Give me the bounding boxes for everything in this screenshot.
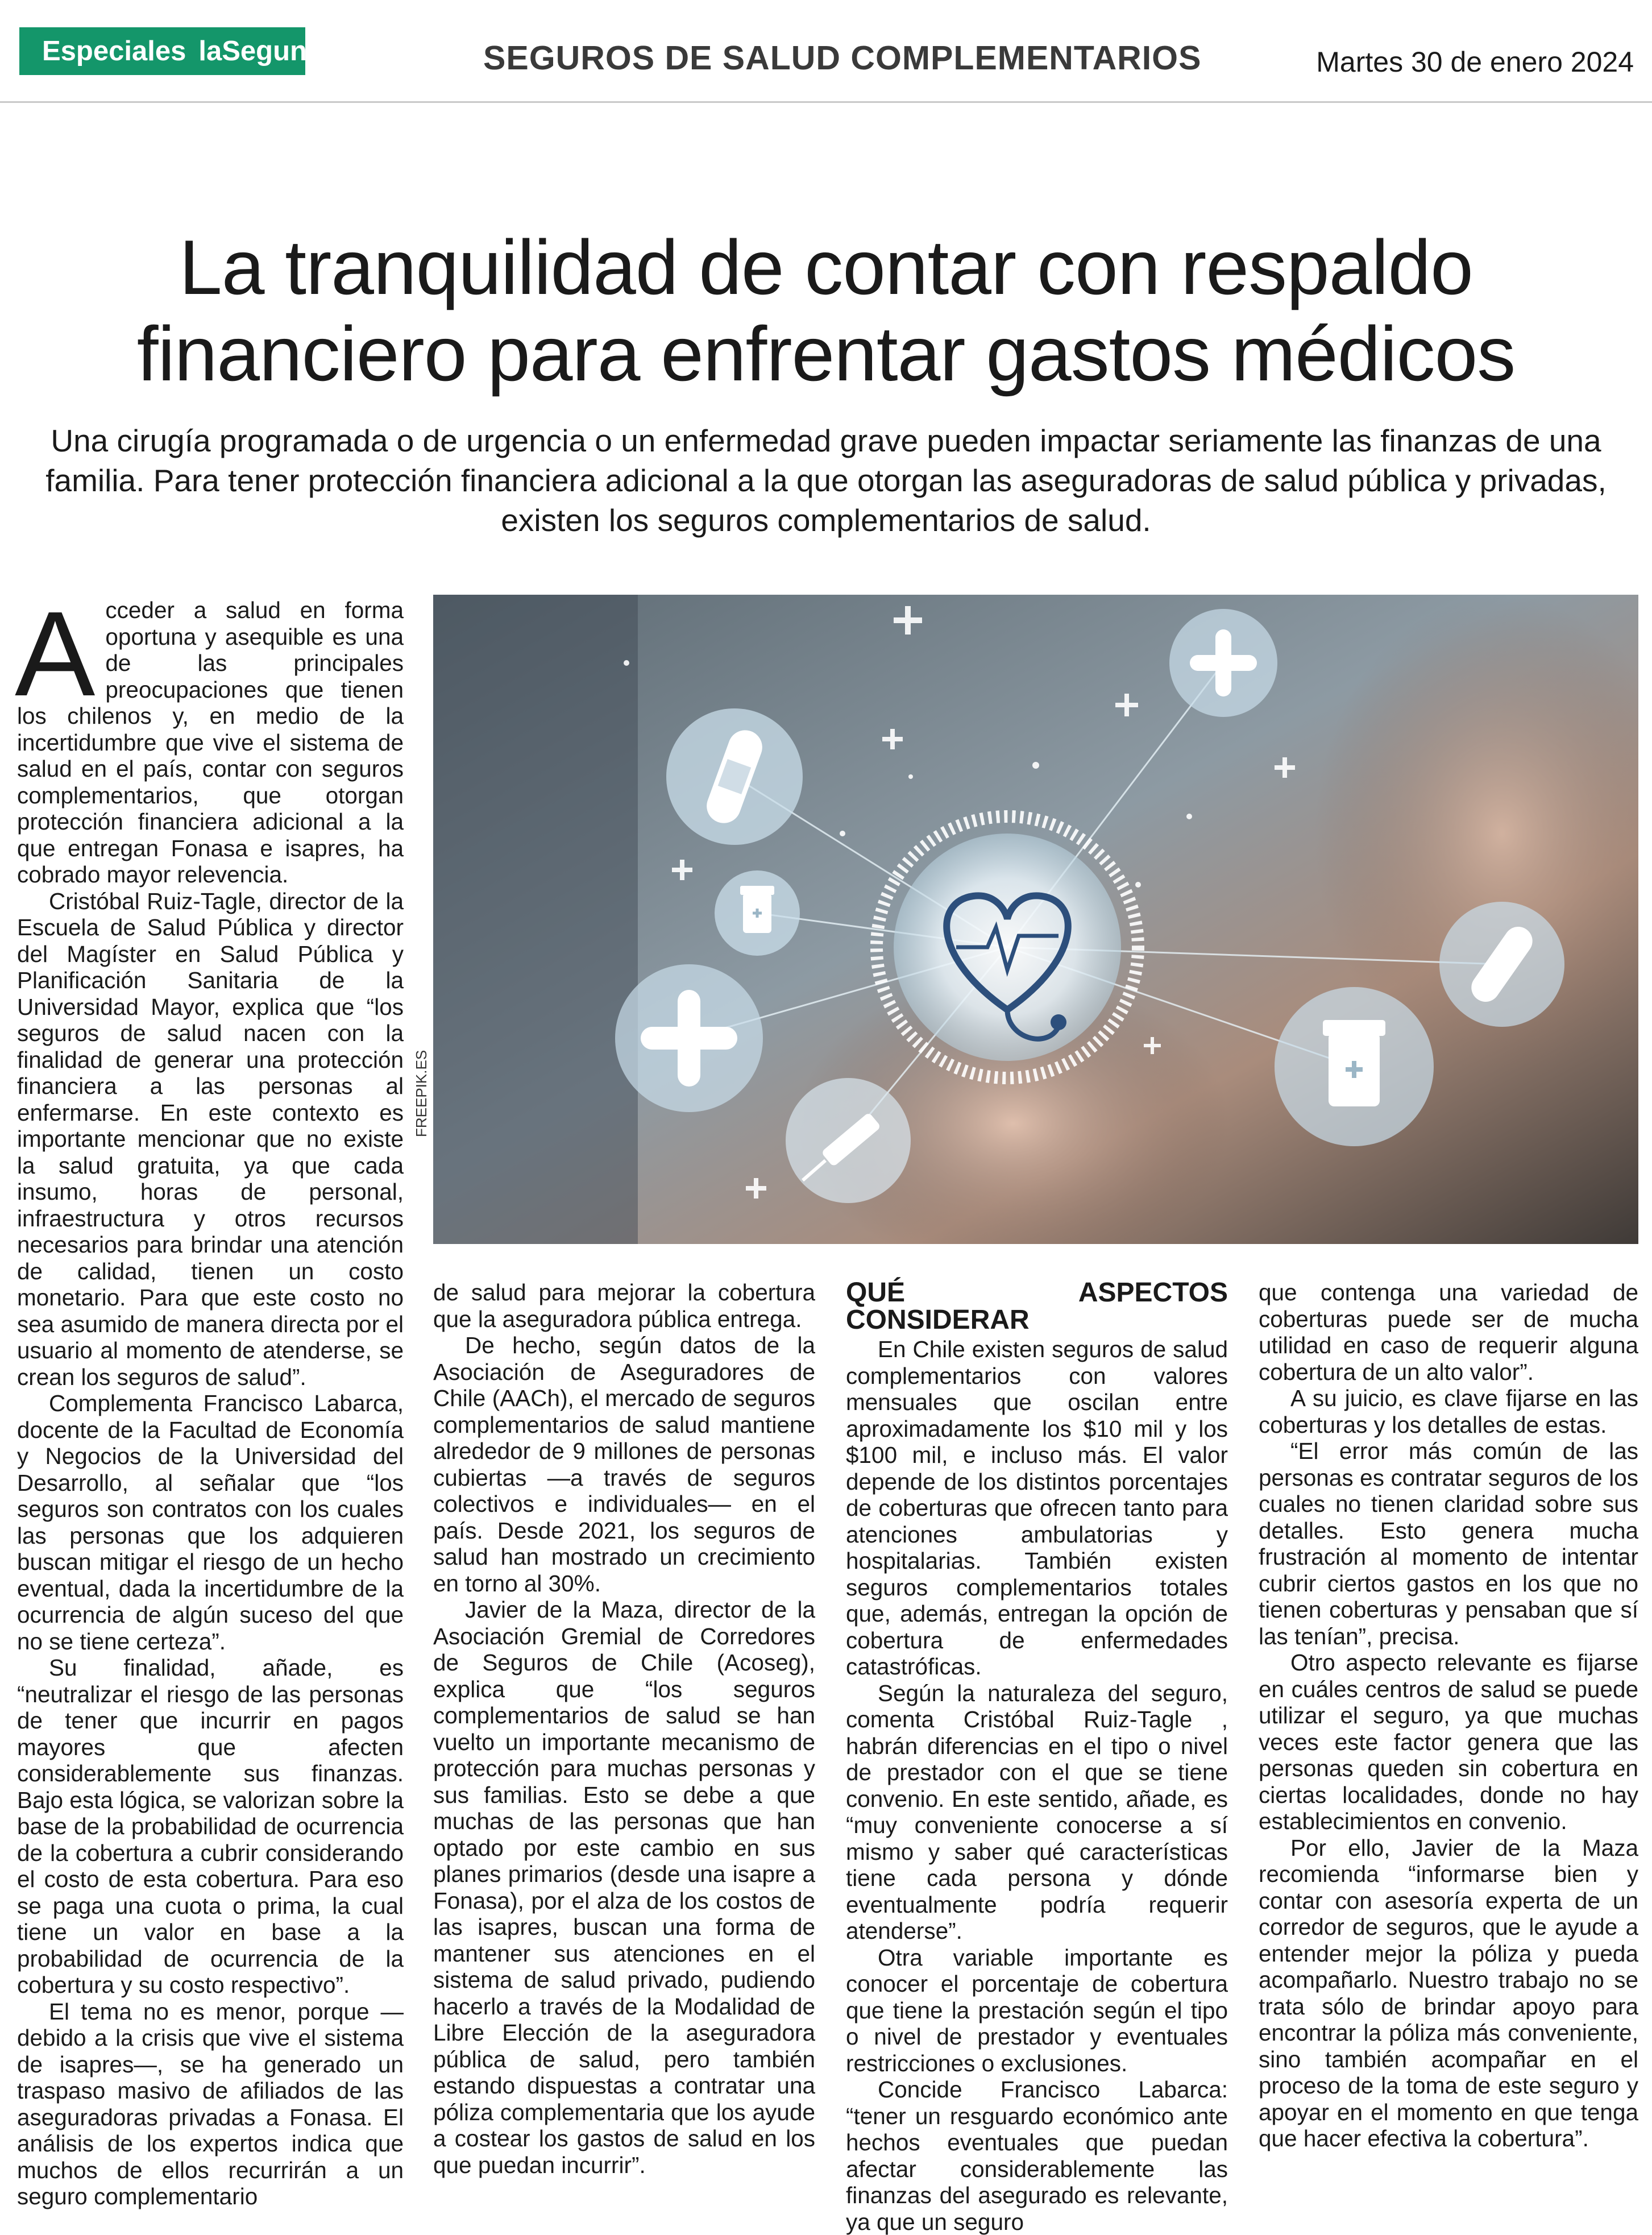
supplement-badge (19, 27, 340, 75)
headline-line-2: financiero para enfrentar gastos médicos (136, 310, 1516, 397)
paragraph: de salud para mejorar la cobertura que la aseguradora pública entrega. (433, 1279, 815, 1332)
paragraph: Javier de la Maza, director de la Asociación Gremial de Corredores de Seguros de Chile (Acoseg), explica que “los seguros complementarios de salud se han vuelto un importante mecanismo de protección para muchas personas y sus familias. Esto se debe a que muchas de las personas que han optado por este cambio en sus planes primarios (desde una isapre a Fonasa), por el alza de los costos de las isapres, buscan una forma de mantener sus atenciones en el sistema de salud privado, pudiendo hacerlo a través de la Modalidad de Libre Elección de la aseguradora pública de salud, pero también estando dispuestas a contratar una póliza complementaria que los ayude a costear los gastos de salud en los que puedan incurrir”. (433, 1597, 815, 2178)
paragraph: Según la naturaleza del seguro, comenta Cristóbal Ruiz-Tagle , habrán diferencias en el tipo o nivel de prestador con el que se tiene convenio. En este sentido, añade, es “muy conveniente conocerse a sí mismo y saber qué características tiene cada persona y dónde eventualmente podría requerir atenderse”. (846, 1680, 1228, 1944)
subhead: QUÉ ASPECTOS CONSIDERAR (846, 1278, 1228, 1335)
paragraph: Su finalidad, añade, es “neutralizar el riesgo de las personas de tener que incurrir en pagos mayores que afecten considerablemente sus finanzas. Bajo esta lógica, se valorizan sobre la base de la probabilidad de ocurrencia de la cobertura a cubrir considerando el costo de esta cobertura. Para eso se paga una cuota o prima, la cual tiene un valor en base a la probabilidad de ocurrencia de la cobertura y su costo respectivo”. (17, 1655, 404, 1998)
paragraph: En Chile existen seguros de salud complementarios con valores mensuales que oscilan entre aproximadamente los $10 mil y los $100 mil, e incluso más. El valor depende de los distintos porcentajes de coberturas que ofrecen tanto para atenciones ambulatorias y hospitalarias. También existen seguros complementarios totales que, además, entregan la opción de cobertura de enfermedades catastróficas. (846, 1336, 1228, 1680)
paragraph: El tema no es menor, porque —debido a la crisis que vive el sistema de isapres—, se ha generado un traspaso masivo de afiliados de las aseguradoras privadas a Fonasa. El análisis de los expertos indica que muchos de ellos recurrirán a un seguro complementario (17, 1998, 404, 2209)
paragraph: Concide Francisco Labarca: “tener un resguardo económico ante hechos eventuales que puedan afectar considerablemente las finanzas del asegurado es relevante, ya que un seguro (846, 2076, 1228, 2235)
photo-credit: FREEPIK.ES (413, 1050, 430, 1137)
paragraph: A su juicio, es clave fijarse en las coberturas y los detalles de estas. (1259, 1385, 1638, 1438)
paragraph: De hecho, según datos de la Asociación de Aseguradores de Chile (AACh), el mercado de seguros complementarios de salud mantiene alrededor de 9 millones de personas cubiertas —a través de seguros colectivos e individuales— en el país. Desde 2021, los seguros de salud han mostrado un crecimiento en torno al 30%. (433, 1332, 815, 1597)
headline (34, 224, 1618, 397)
syringe-icon (786, 1078, 911, 1203)
issue-date: Martes 30 de enero 2024 (1316, 46, 1634, 78)
column-1 (15, 586, 404, 2210)
header-divider (0, 101, 1652, 103)
paragraph: Complementa Francisco Labarca, docente de la Facultad de Economía y Negocios de la Universidad del Desarrollo, al señalar que “los seguros son contratos con los cuales las personas que los adquieren buscan mitigar el riesgo de un hecho eventual, dada la incertidumbre de la ocurrencia de algún suceso del que no se tiene certeza”. (17, 1390, 404, 1655)
bandage-icon (666, 708, 803, 845)
article-photo (433, 595, 1638, 1244)
column-4 (1259, 1279, 1638, 2152)
badge-especiales: Especiales (42, 36, 186, 67)
column-3 (846, 1279, 1228, 2235)
paragraph: Cristóbal Ruiz-Tagle, director de la Escuela de Salud Pública y director del Magíster en Salud Pública y Planificación Sanitaria de la Universidad Mayor, explica que “los seguros de salud nacen con la finalidad de generar una protección financiera a las personas al enfermarse. En este contexto es importante mencionar que no existe la salud gratuita, ya que cada insumo, horas de personal, infraestructura y otros recursos necesarios para brindar una atención de calidad, tienen un costo monetario. Para que este costo no sea asumido de manera directa por el usuario al momento de atenderse, se crean los seguros de salud”. (17, 888, 404, 1390)
plus-cross-icon (615, 964, 763, 1112)
column-2 (433, 1279, 815, 2178)
medicine-bottle-icon (715, 870, 800, 956)
paragraph: Otro aspecto relevante es fijarse en cuáles centros de salud se puede utilizar el seguro, ya que muchas veces este factor genera que las personas queden sin cobertura en ciertas localidades, donde no hay establecimientos en convenio. (1259, 1649, 1638, 1834)
headline-line-1: La tranquilidad de contar con respaldo (179, 224, 1473, 310)
badge-la-segunda: laSegunda (198, 36, 340, 67)
drop-cap: A (15, 586, 96, 721)
paragraph: Otra variable importante es conocer el porcentaje de cobertura que tiene la prestación según el tipo o nivel de prestador y eventuales restricciones o exclusiones. (846, 1944, 1228, 2076)
paragraph: “El error más común de las personas es contratar seguros de los cuales no tienen claridad sobre sus detalles. Esto genera mucha frustración al momento de intentar cubrir ciertos gastos en los que no tienen coberturas y pensaban que sí las tenían”, precisa. (1259, 1438, 1638, 1649)
paragraph: Por ello, Javier de la Maza recomienda “informarse bien y contar con asesoría experta de un corredor de seguros, que le ayude a entender mejor la póliza y pueda acompañarlo. Nuestro trabajo no se trata sólo de brindar apoyo para encontrar la póliza más conveniente, sino también acompañar en el proceso de la toma de este seguro y apoyar en el momento en que tenga que hacer efectiva la cobertura”. (1259, 1834, 1638, 2151)
lede: Una cirugía programada o de urgencia o un enfermedad grave pueden impactar seriamente las finanzas de una familia. Para tener protección financiera adicional a la que otorgan las aseguradoras de salud pública y privadas, existen los seguros complementarios de salud. (45, 423, 1607, 538)
paragraph: Acceder a salud en forma oportuna y asequible es una de las principales preocupaciones que tienen los chilenos y, en medio de la incertidumbre que vive el sistema de salud en el país, contar con seguros complementarios, que otorgan protección financiera adicional a la que entregan Fonasa e isapres, ha cobrado mayor relevencia. (15, 586, 404, 888)
section-title: SEGUROS DE SALUD COMPLEMENTARIOS (483, 39, 1202, 77)
paragraph: que contenga una variedad de coberturas puede ser de mucha utilidad en caso de requerir alguna cobertura de un alto valor”. (1259, 1279, 1638, 1385)
